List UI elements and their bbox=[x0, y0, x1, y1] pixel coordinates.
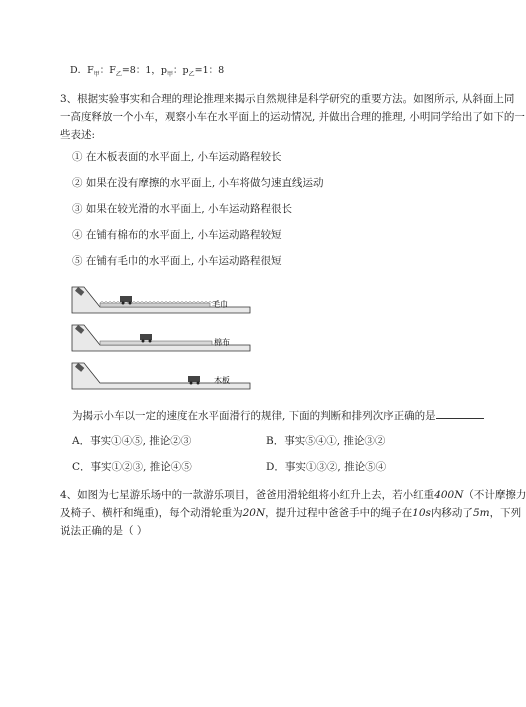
figure-label-towel: 毛巾 bbox=[212, 300, 228, 309]
q4-distance-unit: m bbox=[479, 507, 490, 519]
q4-line-1-text: 4、如图为七星游乐场中的一款游乐项目，爸爸用滑轮组将小红升上去，若小红重 bbox=[60, 489, 435, 501]
q4-time-value: 10 bbox=[412, 507, 426, 519]
q4-pulley-weight-unit: N bbox=[255, 507, 266, 519]
q3-option-b: B．事实⑤④①, 推论③② bbox=[266, 435, 386, 447]
q4-line-2-mid2: 内移动了 bbox=[430, 507, 473, 519]
q4-line-3: 说法正确的是（ ） bbox=[60, 525, 148, 537]
q4-line-2 bbox=[60, 506, 521, 520]
ramp-cotton bbox=[72, 325, 250, 351]
q3-item-5: ⑤ 在铺有毛巾的水平面上, 小车运动路程很短 bbox=[72, 255, 282, 267]
q4-distance-value: 5 bbox=[472, 507, 480, 519]
figure-label-wood: 木板 bbox=[214, 376, 230, 385]
q3-item-1: ① 在木板表面的水平面上, 小车运动路程较长 bbox=[72, 151, 282, 163]
q4-weight-value: 400 bbox=[434, 489, 455, 501]
q3-item-2: ② 如果在没有摩擦的水平面上, 小车将做匀速直线运动 bbox=[72, 177, 324, 189]
option-d-text-3: =8：1，p bbox=[121, 65, 167, 76]
q4-time-unit: s bbox=[425, 507, 431, 519]
ramp-towel bbox=[72, 287, 250, 313]
option-d-text-1: D．F bbox=[70, 65, 94, 76]
q4-weight-unit: N bbox=[454, 489, 464, 501]
q4-pulley-weight-value: 20 bbox=[242, 507, 256, 519]
q4-line-1 bbox=[60, 488, 526, 502]
q3-line-2: 一高度释放一个小车，观察小车在水平面上的运动情况, 并做出合理的推理, 小明同学给出了如下的一 bbox=[60, 111, 525, 123]
q3-option-d: D．事实①③②, 推论⑤④ bbox=[266, 461, 387, 473]
q3-line-3: 些表述: bbox=[60, 129, 96, 141]
q3-stem-text: 为揭示小车以一定的速度在水平面滑行的规律, 下面的判断和排列次序正确的是 bbox=[72, 410, 436, 422]
q3-option-a: A．事实①④⑤, 推论②③ bbox=[72, 435, 192, 447]
q3-item-4: ④ 在铺有棉布的水平面上, 小车运动路程较短 bbox=[72, 229, 282, 241]
q3-line-1: 3、根据实验事实和合理的理论推理来揭示自然规律是科学研究的重要方法。如图所示, 从斜面上同 bbox=[60, 93, 515, 105]
q4-line-2-mid: ，提升过程中爸爸手中的绳子在 bbox=[265, 507, 413, 519]
figure-label-cotton: 棉布 bbox=[214, 338, 230, 347]
option-d-text-4: ：p bbox=[173, 65, 189, 76]
answer-blank bbox=[436, 408, 484, 419]
option-d-text-5: =1：8 bbox=[194, 65, 225, 76]
option-d-text-2: ：F bbox=[99, 65, 116, 76]
q4-line-2-text: 及椅子、横杆和绳重)，每个动滑轮重为 bbox=[60, 507, 243, 519]
q4-line-1-tail: （不计摩擦力 bbox=[463, 489, 526, 501]
q3-item-3: ③ 如果在较光滑的水平面上, 小车运动路程很长 bbox=[72, 203, 293, 215]
subscript-1: 甲 bbox=[93, 70, 100, 78]
q3-stem bbox=[72, 408, 484, 423]
subscript-2: 乙 bbox=[115, 70, 122, 78]
q3-option-c: C．事实①②③, 推论④⑤ bbox=[72, 461, 192, 473]
subscript-4: 乙 bbox=[188, 70, 195, 78]
q4-line-2-tail: ，下列 bbox=[489, 507, 522, 519]
ramp-experiment-figure bbox=[60, 285, 260, 400]
subscript-3: 甲 bbox=[166, 70, 173, 78]
prev-question-option-d bbox=[70, 64, 224, 82]
ramp-wood bbox=[72, 363, 250, 389]
